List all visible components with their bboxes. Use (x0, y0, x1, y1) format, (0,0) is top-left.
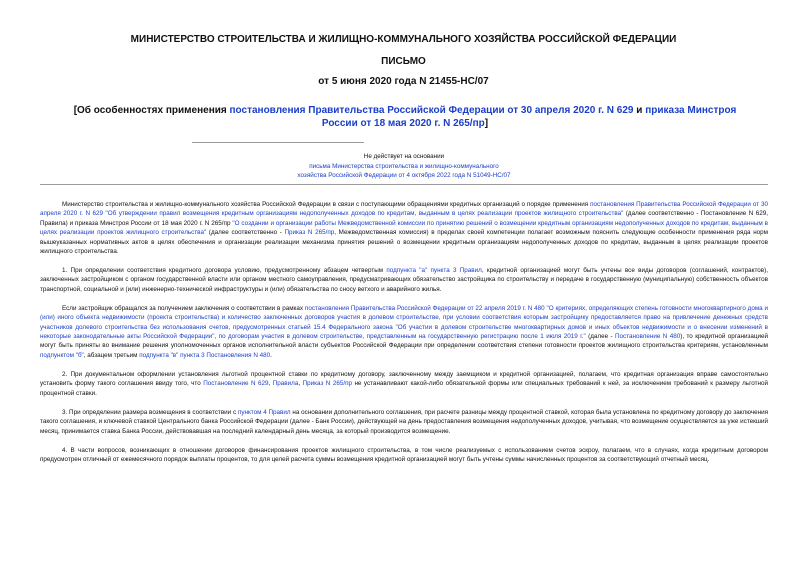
paragraph-text: , абзацем третьим (83, 351, 140, 359)
subject-prefix: [Об особенностях применения (73, 105, 230, 116)
link-order-265-short[interactable]: Приказ N 265/пр (302, 380, 352, 388)
notice-link-letter[interactable]: письма Министерства строительства и жилищно-коммунального (309, 162, 499, 170)
paragraph-1-continued (40, 304, 768, 360)
notice-link-letter-details[interactable]: хозяйства Российской Федерации от 4 октября 2022 года N 51049-НС/07 (297, 172, 511, 179)
paragraph-text: (далее соответственно - Постановление N 629, Правила) и приказа Минстроя России от 18 мая 2020 г. N 265/пр (40, 210, 768, 227)
document-type: ПИСЬМО (381, 56, 426, 67)
link-resolution-480-short[interactable]: Постановление N 480 (615, 333, 681, 341)
paragraph-3 (40, 408, 768, 436)
subject-and: и (633, 105, 646, 116)
link-resolution-629[interactable]: постановления Правительства Российской Федерации от 30 апреля 2020 г. N 629 "Об утверждении правил возмещения кредитным организациям недополученных доходов по кредитам, выданным в целях реализации проектов жилищного строительства" (40, 201, 769, 218)
paragraph-text: (далее - (585, 333, 616, 341)
link-subclause-b[interactable]: подпунктом "б" (40, 351, 84, 359)
notice-line: Не действует на основании (363, 153, 445, 160)
paragraph-4 (40, 446, 768, 465)
paragraph-text: , (298, 380, 303, 388)
paragraph-text: Министерство строительства и жилищно-коммунального хозяйства Российской Федерации в связи с поступающими обращениями кредитных организаций о порядке применения (62, 201, 591, 208)
link-rules-clause-4[interactable]: пунктом 4 Правил (237, 408, 291, 416)
paragraph-text: 3. При определении размера возмещения в соответствии с (62, 408, 238, 416)
paragraph-text: 4. В части вопросов, возникающих в отношении договоров финансирования проектов жилищного строительства, в том числе реализуемых с использованием счетов эскроу, полагаем, что в случаях, когда кредитным договором предусмотрен отличный от ежемесячного порядок выплаты процентов, то для целей расчета суммы возмещения кредитной организацией могут быть учтены суммы начисленных процентов за соответствующий отчетный месяц. (40, 446, 768, 463)
subject-suffix: ] (484, 118, 489, 129)
paragraph-intro (40, 200, 768, 256)
paragraph-text: (далее соответственно - (206, 229, 285, 237)
paragraph-2 (40, 370, 768, 398)
link-order-265-title[interactable]: "О создании и организации работы Межведомственной комиссии по принятию решений о возмещении кредитным организациям недополученных доходов по кредитам, выданным в целях реализации проектов жилищного строительства" (40, 219, 768, 237)
link-resolution-480[interactable]: постановления Правительства Российской Федерации от 22 апреля 2019 г. N 480 "О критериях, определяющих степень готовности многоквартирного дома и (или) иного объекта недвижимости (проекта строительства) и количество заключенных договоров участия в долевом строительстве, при условии соответствия которым застройщику предоставляется право на привлечение денежных средств участников долевого строительства без использования счетов, предусмотренных статьей 15.4 Федерального закона "Об участии в долевом строительстве многоквартирных домов и иных объектов недвижимости и о внесении изменений в некоторые законодательные акты Российской Федерации", по договорам участия в долевом строительстве, представленным на государственную регистрацию после 1 июля 2019 г." (40, 304, 769, 341)
document-subject (55, 104, 755, 130)
link-rules[interactable]: Правила (272, 380, 299, 388)
letter-body (40, 200, 768, 474)
document-date-number: от 5 июня 2020 года N 21455-НС/07 (318, 76, 489, 87)
subject-link-order-265[interactable]: приказа Минстроя России от 18 мая 2020 г. N 265/пр (321, 105, 737, 129)
divider-short (192, 142, 364, 143)
status-notice (178, 152, 630, 181)
paragraph-text: 1. При определении соответствия кредитного договора условию, предусмотренному абзацем четвертым (62, 267, 387, 275)
link-subclause-v-480[interactable]: подпункта "в" пункта 3 Постановления N 480 (139, 351, 271, 359)
paragraph-text: не устанавливают какой-либо обязательной формы или специальных требований к ней, за исключением требований к размеру льготной процентной ставки. (40, 380, 768, 397)
paragraph-text: ), то кредитной организацией могут быть приняты во внимание решения уполномоченных органов исполнительной власти субъектов Российской Федерации при определении соответствия степени готовности проектов жилищного строительства критериям, установленным (40, 333, 769, 350)
subject-link-resolution-629[interactable]: постановления Правительства Российской Федерации от 30 апреля 2020 г. N 629 (229, 105, 634, 116)
paragraph-text: , кредитной организацией могут быть учтены все виды договоров (соглашений, контрактов), заключенных застройщиком с органом государственной власти или органом местного самоуправления, предусматривающих обязательство застройщика по строительству и передаче в государственную (муниципальную) собственность объектов транспортной, социальной и (или) инженерно-технической инфраструктуры и (или) обязательства по сносу ветхого и аварийного жилья. (40, 267, 768, 293)
paragraph-text: Если застройщик обращался за получением заключения о соответствии в рамках (62, 304, 305, 312)
link-resolution-629-short[interactable]: Постановление N 629 (203, 380, 269, 388)
paragraph-text: , Межведомственная комиссия) в пределах своей компетенции полагает возможным пояснить следующие особенности применения ряда норм вышеуказанных нормативных актов в целях обеспечения и организации реализации механизма принятия решений о возмещении кредитным организациям недополученных доходов по кредитам, выданным в целях реализации проектов жилищного строительства. (40, 229, 768, 256)
paragraph-text: , (268, 380, 273, 388)
paragraph-text: на основании дополнительного соглашения, при расчете разницы между процентной ставкой, которая была установлена по кредитному договору до заключения такого соглашения, и ключевой ставкой Центрального банка Российской Федерации (далее - Банк России), действующей на день предоставления возмещения недополученных доходов, учитывая, что возмещение осуществляется за уже истекший месяц, принимается ставка Банка России, действовавшая на последний календарный день месяца, за который производится возмещение. (40, 408, 769, 435)
ministry-title: МИНИСТЕРСТВО СТРОИТЕЛЬСТВА И ЖИЛИЩНО-КОММУНАЛЬНОГО ХОЗЯЙСТВА РОССИЙСКОЙ ФЕДЕРАЦИИ (130, 34, 677, 45)
divider-long (40, 184, 768, 185)
paragraph-text: 2. При документальном оформлении установления льготной процентной ставки по кредитному договору, заключенному между заемщиком и кредитной организацией, полагаем, что кредитная организация вправе самостоятельно установить форму такого соглашения ввиду того, что (40, 370, 768, 388)
paragraph-text: . (270, 351, 272, 359)
link-rules-clause-3a[interactable]: подпункта "а" пункта 3 Правил (386, 267, 482, 275)
link-order-265[interactable]: Приказ N 265/пр (284, 229, 335, 237)
paragraph-1 (40, 266, 768, 294)
